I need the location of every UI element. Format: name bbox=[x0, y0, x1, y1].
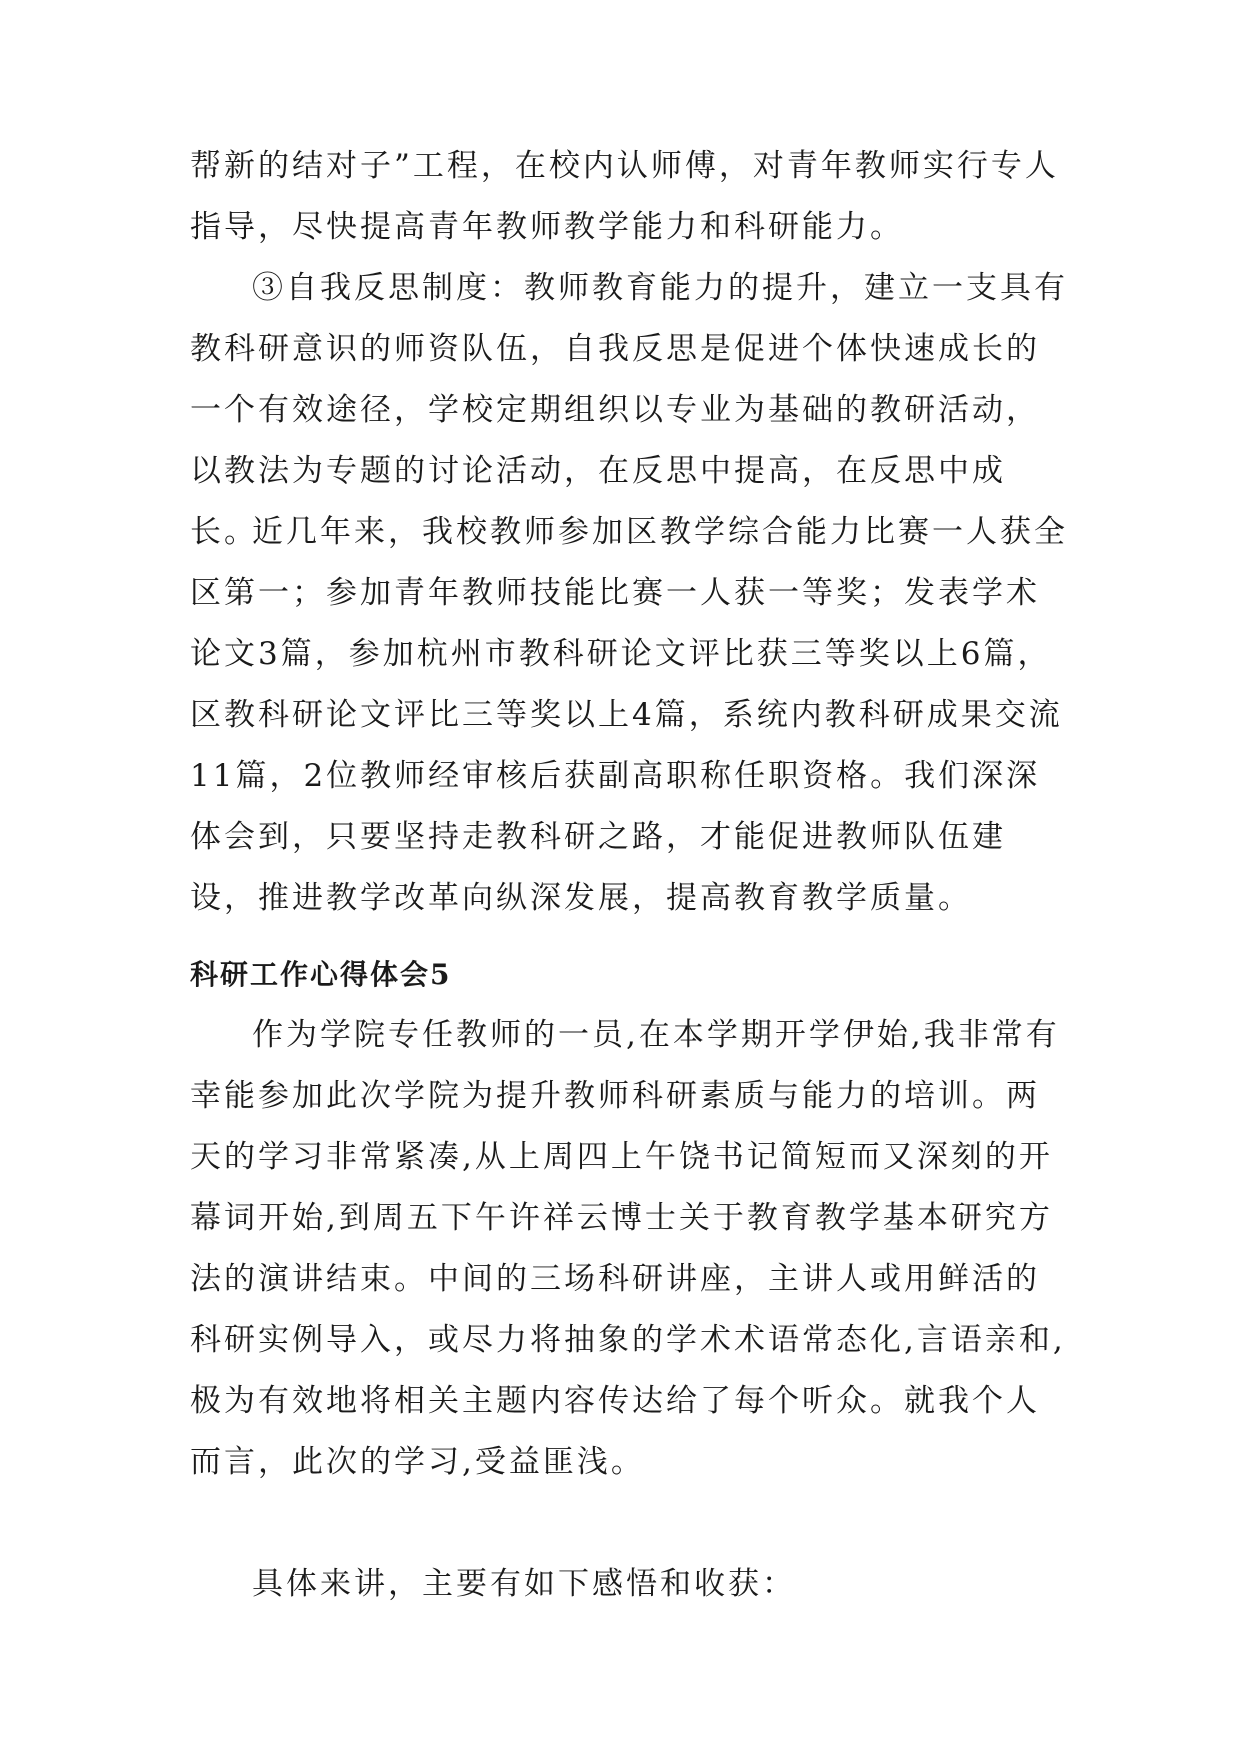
section-title: 科研工作心得体会5 bbox=[190, 958, 452, 991]
paragraph-text: 作为学院专任教师的一员,在本学期开学伊始,我非常有幸能参加此次学院为提升教师科研素质与能力的培训。两天的学习非常紧凑,从上周四上午饶书记简短而又深刻的开幕词开始,到周五下午许祥云博士关于教育教学基本研究方法的演讲结束。中间的三场科研讲座，主讲人或用鲜活的科研实例导入，或尽力将抽象的学术术语常态化,言语亲和,极为有效地将相关主题内容传达给了每个听众。就我个人而言，此次的学习,受益匪浅。 bbox=[190, 1017, 1066, 1480]
paragraph-continuation bbox=[190, 136, 1070, 258]
paragraph-text: 近几年来，我校教师参加区教学综合能力比赛一人获全区第一；参加青年教师技能比赛一人获一等奖；发表学术论文3篇，参加杭州市教科研论文评比获三等奖以上6篇，区教科研论文评比三等奖以上4篇，系统内教科研成果交流11篇，2位教师经审核后获副高职称任职资格。我们深深体会到，只要坚持走教科研之路，才能促进教师队伍建设，推进教学改革向纵深发展，提高教育教学质量。 bbox=[190, 514, 1068, 916]
paragraph-text: 帮新的结对子”工程，在校内认师傅，对青年教师实行专人指导，尽快提高青年教师教学能力和科研能力。 bbox=[190, 148, 1059, 245]
paragraph-text: ③自我反思制度：教师教育能力的提升，建立一支具有教科研意识的师资队伍，自我反思是促进个体快速成长的一个有效途径，学校定期组织以专业为基础的教研活动，以教法为专题的讨论活动，在反思中提高，在反思中成长。 bbox=[190, 270, 1068, 550]
paragraph-summary bbox=[190, 1554, 1070, 1615]
paragraph-intro bbox=[190, 1005, 1070, 1493]
paragraph-text: 具体来讲，主要有如下感悟和收获： bbox=[252, 1566, 796, 1602]
paragraph-achievements bbox=[190, 502, 1070, 929]
